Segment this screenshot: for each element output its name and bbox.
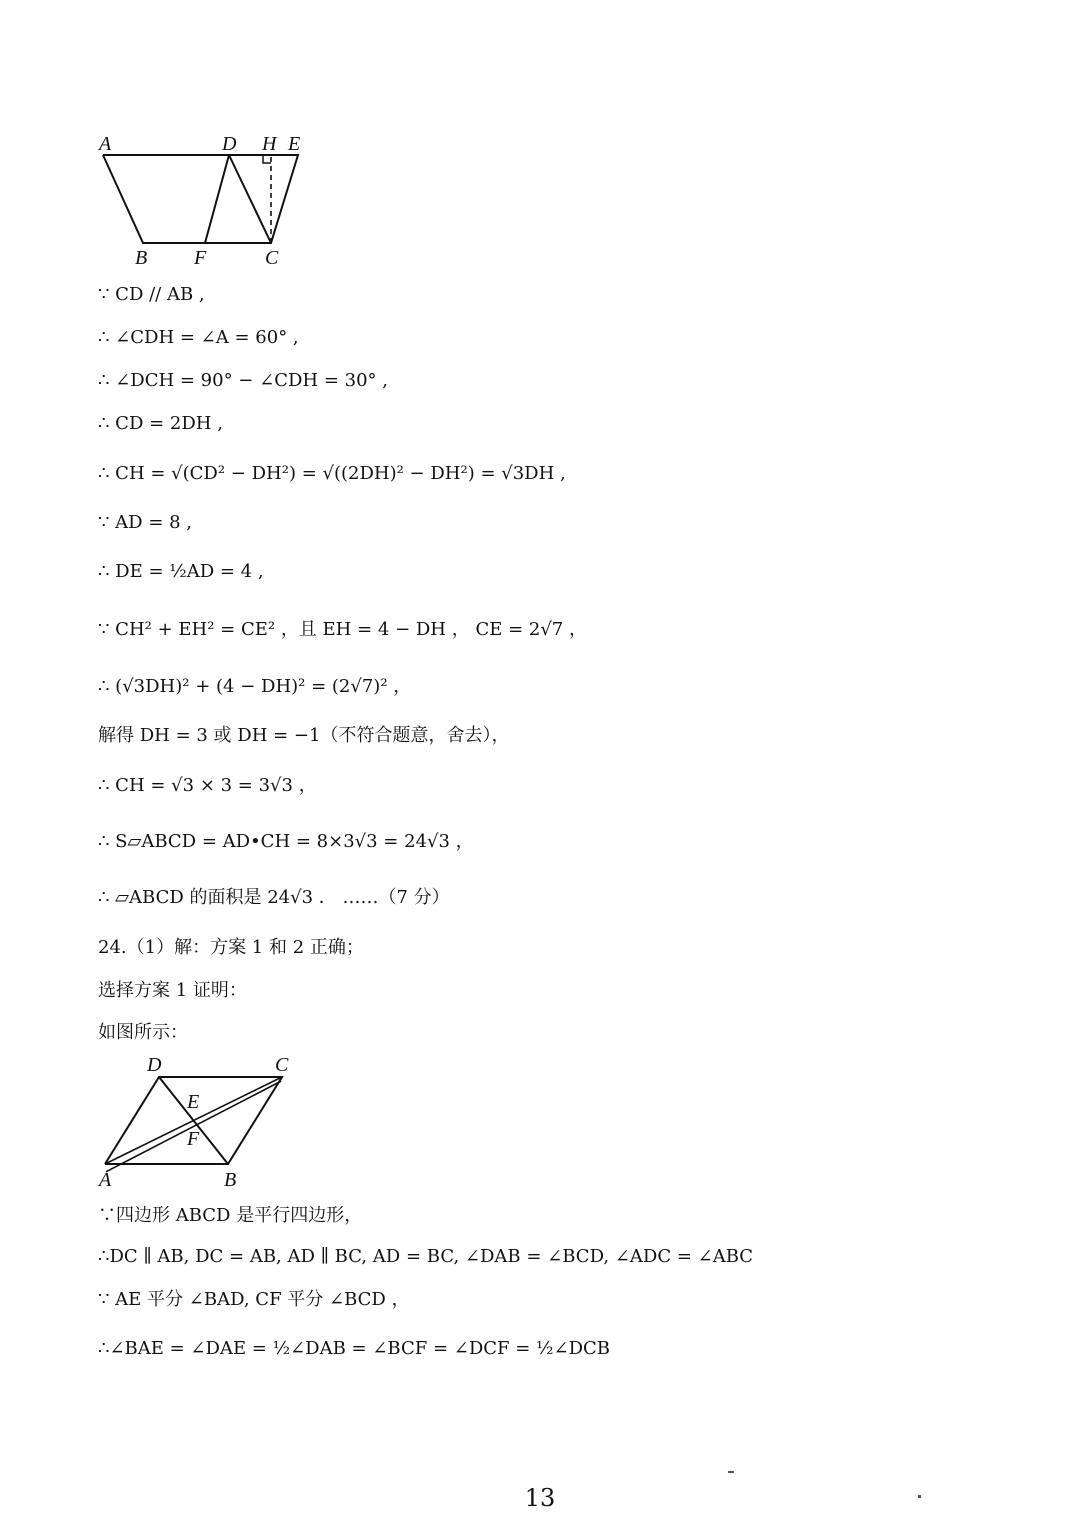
proof-line-9: ∴ (√3DH)² + (4 − DH)² = (2√7)² ， (98, 676, 412, 697)
point-label-a2: A (99, 1169, 112, 1190)
figure-trapezoid-svg (95, 130, 325, 270)
point-label-f: F (194, 247, 207, 269)
page-number: 13 (524, 1484, 556, 1512)
trapezoid-outline (103, 155, 298, 243)
proof-line-3: ∴ ∠DCH = 90° − ∠CDH = 30° , (98, 370, 388, 391)
proof-line-2: ∴ ∠CDH = ∠A = 60° , (98, 327, 299, 348)
point-label-a: A (99, 133, 112, 155)
proof-line-7: ∴ DE = ½AD = 4 , (98, 561, 264, 582)
right-angle-mark (263, 155, 271, 163)
proof-line-12: ∴ S▱ABCD = AD•CH = 8×3√3 = 24√3 ， (98, 831, 474, 852)
point-label-b2: B (224, 1169, 237, 1190)
point-label-d: D (222, 133, 237, 155)
point-label-c2: C (275, 1054, 289, 1076)
proof-line-17: ∴∠BAE = ∠DAE = ½∠DAB = ∠BCF = ∠DCF = ½∠DCB (98, 1338, 611, 1359)
point-label-b: B (135, 247, 148, 269)
point-label-e: E (288, 133, 301, 155)
segment-dc (229, 155, 271, 243)
figure-intro-line: 如图所示： (98, 1022, 188, 1043)
proof-line-14: ∵四边形 ABCD 是平行四边形， (98, 1205, 363, 1226)
figure-parallelogram-svg (95, 1050, 305, 1190)
scan-speck (918, 1495, 921, 1498)
proof-line-11: ∴ CH = √3 × 3 = 3√3 ， (98, 775, 317, 796)
question-24-heading: 24.（1）解：方案 1 和 2 正确； (98, 937, 364, 958)
point-label-f2: F (187, 1128, 200, 1150)
segment-fd (205, 155, 229, 243)
point-label-d2: D (147, 1054, 162, 1076)
proof-line-6: ∵ AD = 8 , (98, 512, 193, 533)
proof-method-line: 选择方案 1 证明： (98, 980, 247, 1001)
point-label-c: C (265, 247, 279, 269)
proof-line-13: ∴ ▱ABCD 的面积是 24√3 ． ……（7 分） (98, 887, 450, 908)
scan-speck (728, 1471, 734, 1473)
proof-line-10: 解得 DH = 3 或 DH = −1（不符合题意，舍去）， (98, 725, 510, 746)
proof-line-1: ∵ CD // AB , (98, 284, 205, 305)
proof-line-8: ∵ CH² + EH² = CE² ，且 EH = 4 − DH ， CE = 2√7 ， (98, 619, 587, 640)
proof-line-5: ∴ CH = √(CD² − DH²) = √((2DH)² − DH²) = √3DH , (98, 463, 566, 484)
proof-line-4: ∴ CD = 2DH , (98, 413, 223, 434)
proof-line-16: ∵ AE 平分 ∠BAD, CF 平分 ∠BCD ， (98, 1289, 410, 1310)
figure-trapezoid (95, 130, 325, 270)
point-label-h: H (262, 133, 277, 155)
figure-parallelogram (95, 1050, 305, 1190)
point-label-e2: E (187, 1091, 200, 1113)
proof-line-15: ∴DC ∥ AB, DC = AB, AD ∥ BC, AD = BC, ∠DAB = ∠BCD, ∠ADC = ∠ABC (98, 1246, 754, 1267)
